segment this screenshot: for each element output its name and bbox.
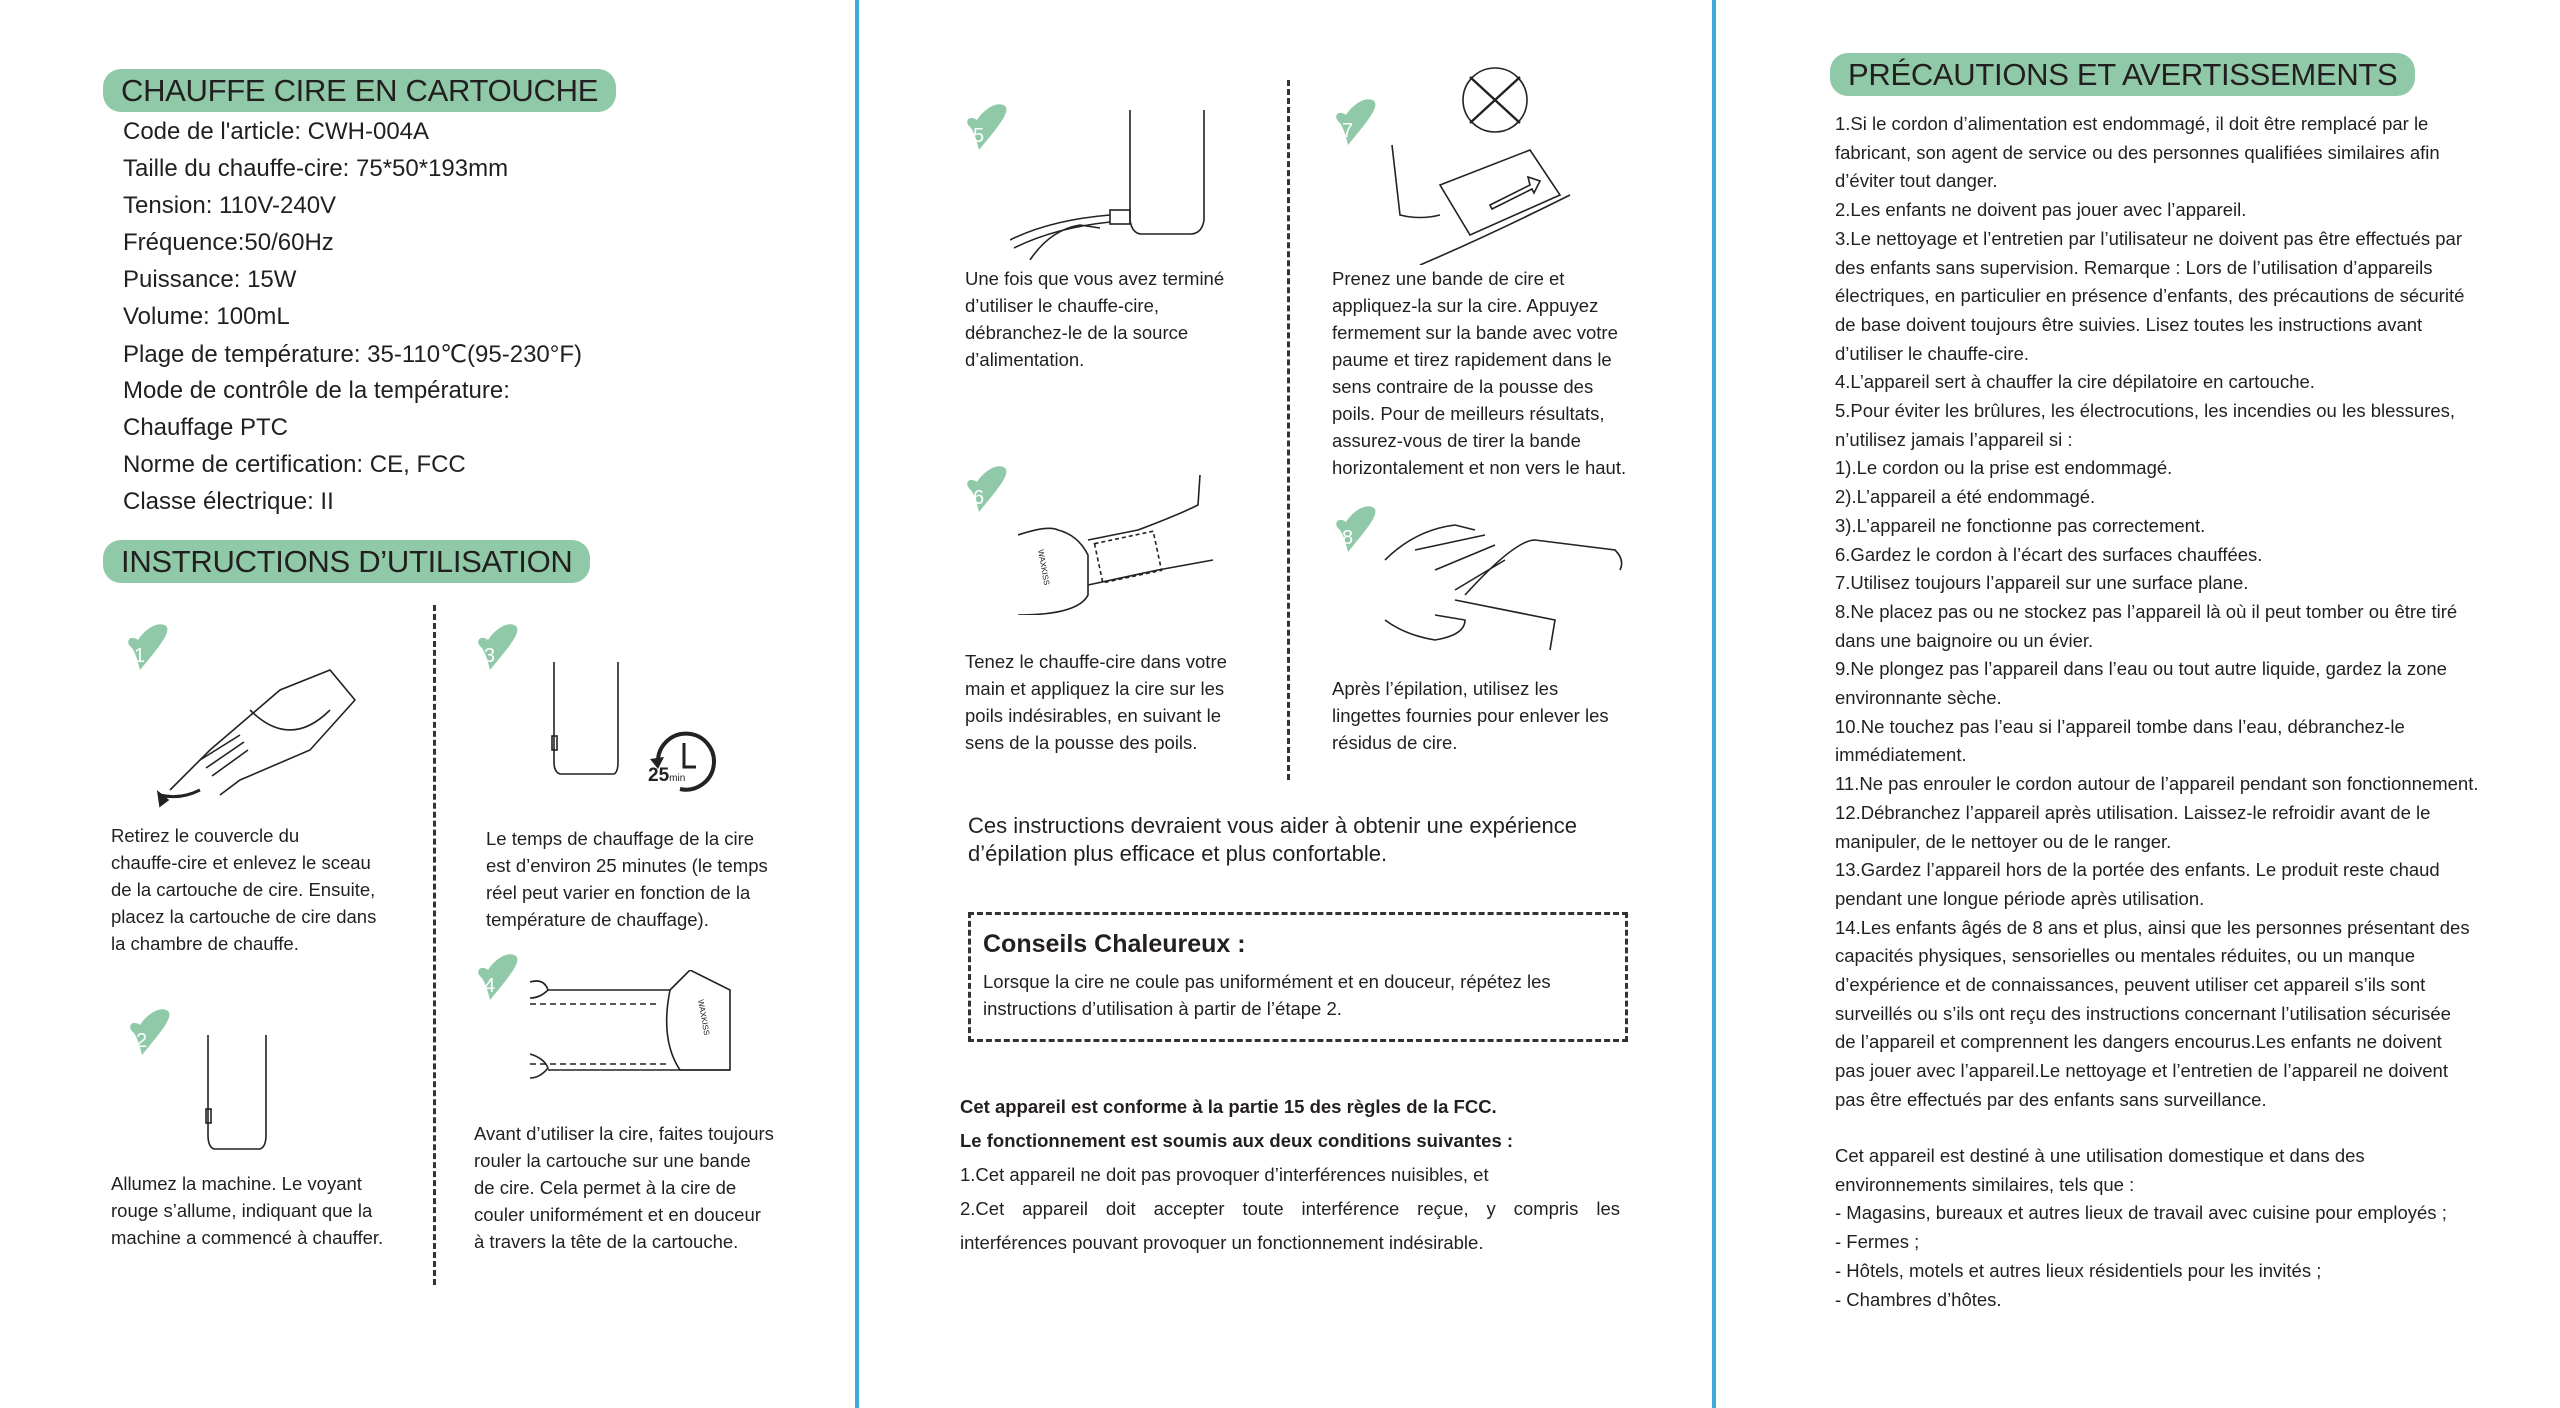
spec-item: Norme de certification: CE, FCC — [123, 451, 466, 478]
svg-text:6: 6 — [973, 487, 985, 509]
product-title: CHAUFFE CIRE EN CARTOUCHE — [103, 69, 616, 112]
precaution-line: 3).L’appareil ne fonctionne pas correctement. — [1835, 514, 2206, 536]
precaution-line: immédiatement. — [1835, 744, 1967, 766]
tips-text: Lorsque la cire ne coule pas uniformément et en douceur, répétez les instructions d’utilisation à partir de l’étape 2. — [983, 971, 1551, 1019]
svg-text:4: 4 — [484, 975, 496, 997]
dashed-divider — [433, 605, 436, 1285]
closing-text: Ces instructions devraient vous aider à obtenir une expérience d’épilation plus efficace et plus confortable. — [968, 813, 1578, 866]
spec-item: Tension: 110V-240V — [123, 192, 337, 219]
precaution-line: 1.Si le cordon d’alimentation est endommagé, il doit être remplacé par le — [1835, 113, 2429, 134]
svg-text:1: 1 — [134, 645, 146, 667]
precaution-line: d’utiliser le chauffe-cire. — [1835, 342, 2029, 364]
precaution-line: 7.Utilisez toujours l’appareil sur une surface plane. — [1835, 572, 2249, 594]
spec-item: Plage de température: 35-110℃(95-230°F) — [123, 341, 583, 368]
precaution-line: 3.Le nettoyage et l’entretien par l’utilisateur ne doivent pas être effectués par — [1835, 227, 2463, 249]
precaution-line: 8.Ne placez pas ou ne stockez pas l’appareil là où il peut tomber ou être tiré — [1835, 600, 2458, 622]
svg-text:WAXKISS: WAXKISS — [696, 998, 712, 1036]
step-5-text: Une fois que vous avez terminé d’utiliser le chauffe-cire, débranchez-le de la source d’alimentation. — [965, 268, 1225, 370]
step-7-text: Prenez une bande de cire et appliquez-la sur la cire. Appuyez fermement sur la bande avec votre paume et tirez rapidement dans le sens contraire de la pousse des poils. Pour de meilleurs résultats, assurez-vous de tirer la bande horizontalement et non vers le haut. — [1332, 268, 1627, 478]
step-2-illustration — [200, 1035, 270, 1155]
usage-intro-line: environnements similaires, tels que : — [1835, 1173, 2135, 1195]
panel-divider-right — [1712, 0, 1716, 1408]
precaution-line: n’utilisez jamais l’appareil si : — [1835, 428, 2073, 450]
precaution-line: 4.L’appareil sert à chauffer la cire dépilatoire en cartouche. — [1835, 371, 2315, 393]
step-4-text: Avant d’utiliser la cire, faites toujours rouler la cartouche sur une bande de cire. Cela permet à la cire de couler uniformément et en douceur à travers la tête de la cartouche. — [474, 1123, 774, 1252]
precaution-line: 14.Les enfants âgés de 8 ans et plus, ainsi que les personnes présentant des — [1835, 916, 2470, 938]
precaution-line: surveillés ou s’ils ont reçu des instructions concernant l’utilisation sécurisée — [1835, 1002, 2451, 1024]
precaution-line: 10.Ne touchez pas l’eau si l’appareil tombe dans l’eau, débranchez-le — [1835, 715, 2405, 737]
svg-text:8: 8 — [1342, 527, 1354, 549]
svg-text:3: 3 — [484, 645, 496, 667]
step-5-illustration — [1010, 110, 1220, 260]
precaution-line: 5.Pour éviter les brûlures, les électrocutions, les incendies ou les blessures, — [1835, 400, 2456, 421]
precaution-line: électriques, en particulier en présence d’enfants, des précautions de sécurité — [1835, 285, 2465, 307]
precaution-line: pas jouer avec l’appareil.Le nettoyage et l’entretien de l’appareil ne doivent — [1835, 1060, 2448, 1082]
precaution-line: 2.Les enfants ne doivent pas jouer avec l’appareil. — [1835, 199, 2247, 221]
precaution-line: capacités physiques, sensorielles ou mentales réduites, ou un manque — [1835, 945, 2416, 967]
precaution-line: 2).L’appareil a été endommagé. — [1835, 486, 2096, 508]
usage-list-item: - Hôtels, motels et autres lieux résidentiels pour les invités ; — [1835, 1259, 2322, 1281]
precaution-line: manipuler, de le nettoyer ou de le ranger. — [1835, 830, 2172, 852]
precaution-line: pas être effectués par des enfants sans surveillance. — [1835, 1088, 2267, 1110]
precaution-line: pendant une longue période après utilisation. — [1835, 887, 2205, 909]
precaution-line: d’expérience et de connaissances, peuvent utiliser cet appareil s’ils sont — [1835, 974, 2426, 995]
step-3-text: Le temps de chauffage de la cire est d’environ 25 minutes (le temps réel peut varier en fonction de la température de chauffage). — [486, 828, 768, 930]
step-badge-4 — [468, 950, 524, 1006]
precaution-line: environnante sèche. — [1835, 687, 2002, 708]
usage-list-item: - Chambres d’hôtes. — [1835, 1288, 2002, 1310]
step-6-illustration — [1018, 475, 1228, 615]
heart-check-icon — [1326, 95, 1382, 151]
heart-check-icon — [1326, 502, 1382, 558]
precaution-line: 13.Gardez l’appareil hors de la portée des enfants. Le produit reste chaud — [1835, 859, 2440, 881]
precautions-title: PRÉCAUTIONS ET AVERTISSEMENTS — [1830, 53, 2415, 96]
svg-text:WAXKISS: WAXKISS — [1036, 548, 1052, 586]
spec-item: Fréquence:50/60Hz — [123, 229, 334, 256]
precaution-line: de base doivent toujours être suivies. Lisez toutes les instructions avant — [1835, 313, 2423, 335]
step-1-text: Retirez le couvercle du chauffe-cire et enlevez le sceau de la cartouche de cire. Ensuite, placez la cartouche de cire dans la chambre de chauffe. — [111, 825, 377, 954]
svg-text:7: 7 — [1342, 120, 1354, 142]
tips-title: Conseils Chaleureux : — [983, 930, 1246, 958]
step-7-illustration — [1390, 65, 1590, 265]
step-6-text: Tenez le chauffe-cire dans votre main et appliquez la cire sur les poils indésirables, en suivant le sens de la pousse des poils. — [965, 651, 1227, 753]
heart-check-icon — [957, 100, 1013, 156]
step-badge-8 — [1326, 502, 1382, 558]
timer-label: 25min — [648, 765, 686, 786]
step-badge-6 — [957, 462, 1013, 518]
svg-text:2: 2 — [136, 1030, 148, 1052]
step-badge-2 — [120, 1005, 176, 1061]
panel-divider-left — [855, 0, 859, 1408]
step-8-text: Après l’épilation, utilisez les lingettes fournies pour enlever les résidus de cire. — [1332, 678, 1609, 753]
usage-intro-line: Cet appareil est destiné à une utilisation domestique et dans des — [1835, 1145, 2365, 1166]
spec-item: Mode de contrôle de la température: — [123, 377, 510, 404]
precaution-line: 6.Gardez le cordon à l’écart des surfaces chauffées. — [1835, 543, 2263, 565]
precaution-line: dans une baignoire ou un évier. — [1835, 629, 2094, 651]
step-4-illustration — [530, 970, 740, 1080]
heart-check-icon — [120, 1005, 176, 1061]
spec-item: Taille du chauffe-cire: 75*50*193mm — [123, 155, 509, 182]
spec-item: Classe électrique: II — [123, 488, 334, 515]
precaution-line: 1).Le cordon ou la prise est endommagé. — [1835, 457, 2173, 479]
heart-check-icon — [468, 620, 524, 676]
step-badge-7 — [1326, 95, 1382, 151]
heart-check-icon — [957, 462, 1013, 518]
spec-item: Code de l'article: CWH-004A — [123, 118, 430, 145]
precaution-line: fabricant, son agent de service ou des personnes qualifiées similaires afin — [1835, 141, 2440, 163]
precaution-line: 9.Ne plongez pas l’appareil dans l’eau ou tout autre liquide, gardez la zone — [1835, 658, 2447, 680]
step-badge-5 — [957, 100, 1013, 156]
spec-item: Volume: 100mL — [123, 303, 290, 330]
usage-list-item: - Magasins, bureaux et autres lieux de travail avec cuisine pour employés ; — [1835, 1202, 2447, 1224]
heart-check-icon — [468, 950, 524, 1006]
spec-item: Chauffage PTC — [123, 414, 288, 441]
instructions-title: INSTRUCTIONS D’UTILISATION — [103, 540, 590, 583]
fcc-statement: Cet appareil est conforme à la partie 15 des règles de la FCC. Le fonctionnement est soumis aux deux conditions suivantes : 1.Cet appareil ne doit pas provoquer d’interférences nuisibles, et 2.Cet appareil doit accepter toute interférence reçue, y compris les interférences pouvant provoquer un fonctionnement indésirable. — [960, 1096, 1620, 1253]
precaution-line: 12.Débranchez l’appareil après utilisation. Laissez-le refroidir avant de le — [1835, 801, 2431, 823]
spec-item: Puissance: 15W — [123, 266, 297, 293]
usage-list-item: - Fermes ; — [1835, 1231, 1920, 1253]
dashed-divider — [1287, 80, 1290, 780]
precaution-line: 11.Ne pas enrouler le cordon autour de l’appareil pendant son fonctionnement. — [1835, 773, 2479, 795]
precaution-line: des enfants sans supervision. Remarque : Lors de l’utilisation d’appareils — [1835, 256, 2433, 278]
precaution-line: d’éviter tout danger. — [1835, 170, 1998, 192]
step-1-illustration — [140, 650, 370, 810]
step-2-text: Allumez la machine. Le voyant rouge s’allume, indiquant que la machine a commencé à chauffer. — [111, 1173, 384, 1248]
precaution-line: de l’appareil et comprennent les dangers encourus.Les enfants ne doivent — [1835, 1031, 2442, 1053]
step-8-illustration — [1375, 520, 1625, 650]
svg-text:5: 5 — [973, 125, 985, 147]
step-badge-3 — [468, 620, 524, 676]
step-3-illustration — [550, 662, 620, 782]
